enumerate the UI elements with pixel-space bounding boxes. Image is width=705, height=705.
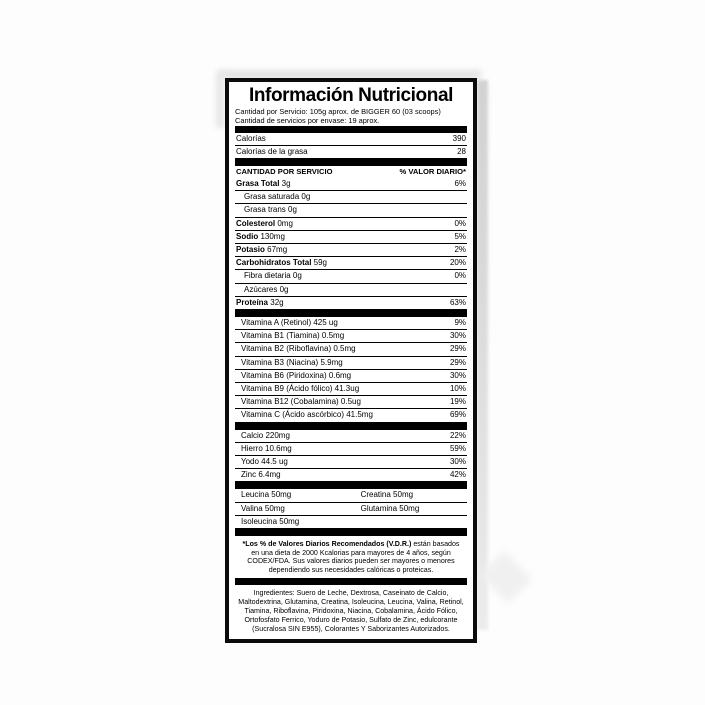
nutrient-amount: 130mg — [258, 231, 285, 241]
vitamin-row-name: Vitamina B9 (Ácido fólico) 41.3ug — [241, 384, 360, 394]
ingredients-text: Ingredientes: Suero de Leche, Dextrosa, Caseinato de Calcio, Maltodextrina, Glutamina, Creatina, Isoleucina, Leucina, Valina, Retinol, Tiamina, Riboflavina, Piridoxina, Niacina, Cobalamina, Ácido Fólico, Ortofosfato Ferrico, Yoduro de Potasio, Sulfato de Zinc, edulcorante (Sucralosa SIN E955), Colorantes Y Saborizantes Autorizados. — [238, 588, 464, 633]
mineral-row-name: Hierro 10.6mg — [241, 443, 292, 453]
nutrient-row-name — [236, 218, 454, 230]
nutrient-row — [235, 191, 467, 204]
amino-left-value: Isoleucina 50mg — [241, 516, 300, 526]
calorie-row — [235, 133, 467, 146]
nutrient-row-name — [236, 284, 466, 296]
nutrient-daily-value: 2% — [454, 245, 466, 255]
vitamin-row-daily-value: 19% — [449, 397, 466, 407]
divider-bar — [235, 423, 467, 430]
daily-value-header: % VALOR DIARIO* — [399, 167, 466, 176]
calorie-row-value: 390 — [452, 133, 466, 143]
mineral-row — [235, 469, 467, 482]
divider-bar — [235, 310, 467, 317]
vitamin-row-name: Vitamina A (Retinol) 425 ug — [241, 318, 338, 328]
nutrient-amount: 0mg — [275, 218, 293, 228]
vitamins-section — [235, 317, 467, 423]
vitamin-row-name: Vitamina B2 (Riboflavina) 0.5mg — [241, 344, 356, 354]
vitamin-row — [235, 396, 467, 409]
mineral-row-daily-value: 22% — [449, 430, 466, 440]
vitamin-row — [235, 383, 467, 396]
mineral-row-daily-value: 42% — [449, 470, 466, 480]
divider-bar — [235, 578, 467, 585]
nutrient-amount: Fibra dietaria 0g — [244, 271, 302, 281]
mineral-row — [235, 456, 467, 469]
calorie-row-name: Calorías de la grasa — [236, 146, 308, 156]
vitamin-row — [235, 409, 467, 422]
footnote-bold-text: *Los % de Valores Diarios Recomendados (V.D.R.) — [242, 540, 412, 549]
nutrient-bold-name: Colesterol — [236, 218, 276, 228]
mineral-row-name: Yodo 44.5 ug — [241, 457, 288, 467]
nutrition-facts-label — [225, 78, 477, 643]
photo-shadow-right — [477, 80, 488, 630]
serving-size-line: Cantidad por Servicio: 105g aprox. de BIGGER 60 (03 scoops) — [235, 107, 441, 116]
daily-value-footnote — [235, 536, 467, 578]
nutrient-amount: Azúcares 0g — [244, 284, 289, 294]
nutrient-daily-value: 0% — [454, 218, 466, 228]
vitamin-row — [235, 343, 467, 356]
amino-right-value: Glutamina 50mg — [360, 503, 420, 513]
amino-right-value: Creatina 50mg — [360, 490, 414, 500]
nutrient-row — [235, 297, 467, 310]
vitamin-row-daily-value: 29% — [449, 357, 466, 367]
nutrient-bold-name: Potasio — [236, 245, 265, 255]
vitamin-row-daily-value: 30% — [449, 331, 466, 341]
nutrient-row-name — [236, 297, 450, 309]
nutrient-row-name — [236, 257, 450, 269]
amino-acid-row — [235, 503, 467, 516]
nutrient-row-name — [236, 244, 454, 256]
vitamin-row-name: Vitamina B6 (Piridoxina) 0.6mg — [241, 370, 352, 380]
nutrient-row-name — [236, 178, 454, 190]
nutrient-amount: 32g — [268, 297, 284, 307]
nutrient-amount: 67mg — [264, 245, 288, 255]
vitamin-row-daily-value: 10% — [449, 384, 466, 394]
nutrient-daily-value: 63% — [449, 297, 466, 307]
photo-shadow-left — [216, 72, 225, 128]
photo-smudge-diagonal — [480, 551, 532, 603]
nutrient-row — [235, 244, 467, 257]
nutrient-row-name — [236, 191, 466, 203]
nutrient-row — [235, 204, 467, 217]
nutrient-row — [235, 284, 467, 297]
mineral-row-name: Calcio 220mg — [241, 430, 290, 440]
footnote-text: están basados en una dieta de 2000 Kcalorias para mayores de 4 años, según CODEX/FDA. Sus valores diarios pueden ser mayores o menores dependiendo sus necesidades calóricas o proteicas. — [247, 540, 460, 575]
divider-bar — [235, 482, 467, 489]
nutrient-daily-value: 20% — [449, 258, 466, 268]
vitamin-row — [235, 370, 467, 383]
vitamin-row-name: Vitamina B1 (Tiamina) 0.5mg — [241, 331, 345, 341]
servings-per-container-line: Cantidad de servicios por envase: 19 aprox. — [235, 115, 380, 125]
nutrient-row-name — [236, 231, 454, 243]
vitamin-row-daily-value: 29% — [449, 344, 466, 354]
mineral-row-daily-value: 59% — [449, 443, 466, 453]
divider-bar — [235, 159, 467, 166]
column-headers — [235, 166, 467, 178]
amino-acid-row — [235, 489, 467, 502]
nutrient-bold-name: Carbohidratos Total — [236, 258, 312, 268]
nutrient-row — [235, 257, 467, 270]
calories-section — [235, 133, 467, 159]
mineral-row-daily-value: 30% — [449, 457, 466, 467]
mineral-row-name: Zinc 6.4mg — [241, 470, 281, 480]
nutrient-daily-value: 6% — [454, 179, 466, 188]
nutrient-daily-value: 5% — [454, 231, 466, 241]
nutrient-bold-name: Proteína — [236, 297, 269, 307]
calorie-row-value: 28 — [457, 146, 466, 156]
vitamin-row-daily-value: 69% — [449, 410, 466, 420]
amino-left-value: Valina 50mg — [241, 503, 285, 513]
nutrient-row-name — [236, 204, 466, 216]
vitamin-row-daily-value: 9% — [454, 318, 466, 328]
vitamin-row — [235, 317, 467, 330]
divider-bar — [235, 529, 467, 536]
vitamin-row-name: Vitamina B12 (Cobalamina) 0.5ug — [241, 397, 361, 407]
nutrient-amount: Grasa trans 0g — [244, 205, 297, 215]
macronutrients-section — [235, 178, 467, 310]
nutrient-amount: 59g — [311, 258, 327, 268]
vitamin-row-name: Vitamina B3 (Niacina) 5.9mg — [241, 357, 343, 367]
vitamin-row — [235, 357, 467, 370]
amino-acid-row — [235, 516, 467, 529]
calorie-row-name: Calorías — [236, 133, 266, 143]
amount-per-serving-header: CANTIDAD POR SERVICIO — [236, 167, 333, 176]
nutrient-row — [235, 218, 467, 231]
minerals-section — [235, 430, 467, 483]
nutrient-row — [235, 178, 467, 191]
label-title: Información Nutricional — [248, 85, 454, 106]
nutrient-daily-value: 0% — [454, 271, 466, 281]
mineral-row — [235, 430, 467, 443]
vitamin-row-name: Vitamina C (Ácido ascórbico) 41.5mg — [241, 410, 373, 420]
divider-bar — [235, 126, 467, 133]
amino-acids-section — [235, 489, 467, 529]
nutrient-row — [235, 231, 467, 244]
nutrient-bold-name: Grasa Total — [236, 179, 280, 188]
nutrient-row — [235, 270, 467, 283]
calorie-row — [235, 146, 467, 159]
mineral-row — [235, 443, 467, 456]
amino-left-value: Leucina 50mg — [241, 490, 292, 500]
nutrient-bold-name: Sodio — [236, 231, 259, 241]
nutrient-amount: 3g — [279, 179, 291, 188]
vitamin-row-daily-value: 30% — [449, 370, 466, 380]
nutrient-amount: Grasa saturada 0g — [244, 192, 311, 202]
vitamin-row — [235, 330, 467, 343]
nutrient-row-name — [236, 270, 454, 282]
